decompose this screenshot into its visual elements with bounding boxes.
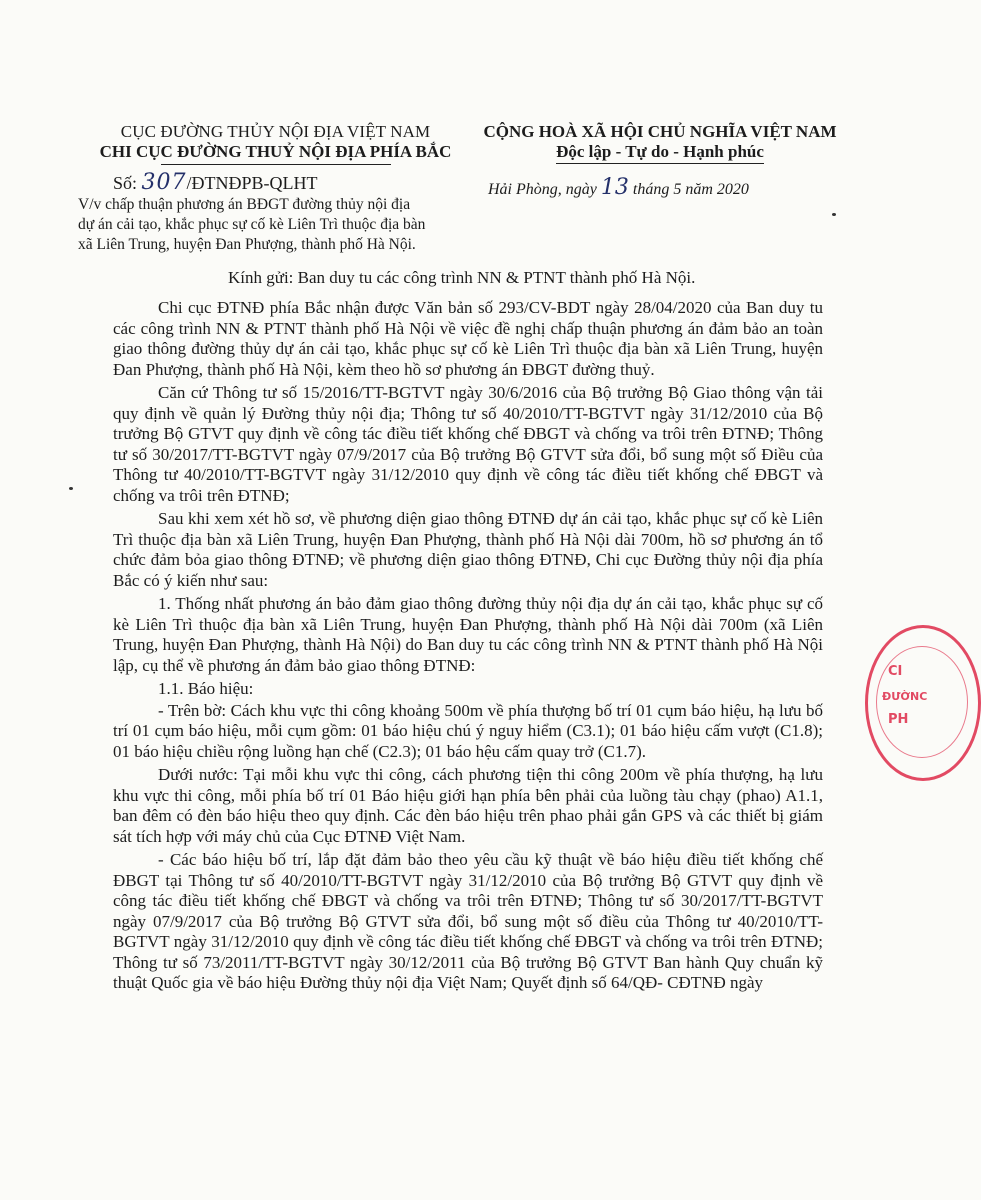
subject-line <box>78 195 498 255</box>
scan-speck <box>69 487 73 490</box>
subject-line-3: xã Liên Trung, huyện Đan Phượng, thành phố Hà Nội. <box>78 236 416 253</box>
date-day-handwritten: 13 <box>600 175 629 200</box>
paragraph-approval: 1. Thống nhất phương án bảo đảm giao thông đường thủy nội địa dự án cải tạo, khắc phục sự cố kè Liên Trì thuộc địa bàn xã Liên Trung, huyện Đan Phượng, thành phố Hà Nội dài 700m (xã Liên Trung, huyện Đan Phượng, thành Hà Nội) do Ban duy tu các công trình NN & PTNT thành phố Hà Nội lập, cụ thể về phương án đảm bảo giao thông ĐTNĐ: <box>113 594 823 675</box>
paragraph-review: Sau khi xem xét hồ sơ, về phương diện giao thông ĐTNĐ dự án cải tạo, khắc phục sự cố kè Liên Trì thuộc địa bàn xã Liên Trung, huyện Đan Phượng, thành phố Hà Nội dài 700m, hồ sơ phương án tổ chức đảm bỏa giao thông ĐTNĐ; về phương diện giao thông ĐTNĐ, Chi cục Đường thủy nội địa phía Bắc có ý kiến như sau: <box>113 509 823 590</box>
issuing-agency-name: CHI CỤC ĐƯỜNG THUỶ NỘI ĐỊA PHÍA BẮC <box>99 142 452 161</box>
issuing-agency-block <box>78 122 473 165</box>
parent-agency-name: CỤC ĐƯỜNG THỦY NỘI ĐỊA VIỆT NAM <box>120 122 431 141</box>
seal-text: CI <box>888 664 903 679</box>
national-motto: Độc lập - Tự do - Hạnh phúc <box>556 142 764 164</box>
place-date-suffix: tháng 5 năm 2020 <box>628 181 749 198</box>
paragraph-onshore-signals: - Trên bờ: Cách khu vực thi công khoảng 500m về phía thượng bố trí 01 cụm báo hiệu, hạ lưu bố trí 01 cụm báo hiệu, mỗi cụm gồm: 01 báo hiệu chú ý nguy hiểm (C3.1); 01 báo hiệu cấm vượt (C1.8); 01 báo hiệu chiều rộng luồng hạn chế (C2.3); 01 báo hệu cấm quay trở (C1.7). <box>113 700 823 761</box>
paragraph-signal-requirements: - Các báo hiệu bố trí, lắp đặt đảm bảo theo yêu cầu kỹ thuật về báo hiệu điều tiết khống chế ĐBGT tại Thông tư số 40/2010/TT-BGTVT ngày 31/12/2010 của Bộ trưởng Bộ GTVT quy định về công tác điều tiết khống chế ĐBGT và chống va trôi trên ĐTNĐ; Thông tư số 30/2017/TT-BGTVT ngày 07/9/2017 của Bộ trưởng Bộ GTVT sửa đổi, bổ sung một số điều của Thông tư 40/2010/TT-BGTVT ngày 31/12/2010 quy định về công tác điều tiết khống chế ĐBGT và chống va trôi trên ĐTNĐ; Thông tư số 73/2011/TT-BGTVT ngày 30/12/2011 của Bộ trưởng Bộ GTVT Ban hành Quy chuẩn kỹ thuật Quốc gia về báo hiệu Đường thủy nội địa Việt Nam; Quyết định số 64/QĐ- CĐTNĐ ngày <box>113 850 823 992</box>
paragraph-underwater-signals: Dưới nước: Tại mỗi khu vực thi công, cách phương tiện thi công 200m về phía thượng, hạ lưu khu vực thi công, mỗi phía bố trí 01 Báo hiệu giới hạn phía bên phải của luồng tàu chạy (phao) A1.1, ban đêm có đèn báo hiệu theo quy định. Các đèn báo hiệu trên phao phải gắn GPS và các thiết bị giám sát tích hợp với máy chủ của Cục ĐTNĐ Việt Nam. <box>113 765 823 846</box>
section-heading-signals: 1.1. Báo hiệu: <box>158 679 254 698</box>
official-seal <box>865 625 981 781</box>
letter-body <box>113 298 823 997</box>
paragraph-receipt: Chi cục ĐTNĐ phía Bắc nhận được Văn bản số 293/CV-BDT ngày 28/04/2020 của Ban duy tu các công trình NN & PTNT thành phố Hà Nội về việc đề nghị chấp thuận phương án đảm bảo an toàn giao thông đường thủy dự án cải tạo, khắc phục sự cố kè Liên Trì thuộc địa bàn xã Liên Trung, huyện Đan Phượng, thành phố Hà Nội, kèm theo hồ sơ phương án ĐBGT đường thuỷ. <box>113 298 823 379</box>
place-and-date <box>488 175 749 200</box>
agency-underline <box>161 164 391 165</box>
nation-name: CỘNG HOÀ XÃ HỘI CHỦ NGHĨA VIỆT NAM <box>483 122 837 141</box>
place-date-prefix: Hải Phòng, ngày <box>488 181 601 198</box>
paragraph-legal-basis: Căn cứ Thông tư số 15/2016/TT-BGTVT ngày 30/6/2016 của Bộ trưởng Bộ Giao thông vận tải quy định về quản lý Đường thủy nội địa; Thông tư số 40/2010/TT-BGTVT ngày 31/12/2010 của Bộ trưởng Bộ GTVT quy định về công tác điều tiết khống chế ĐBGT và chống va trôi trên ĐTNĐ; Thông tư số 30/2017/TT-BGTVT ngày 07/9/2017 của Bộ trưởng Bộ GTVT sửa đổi, bổ sung một số Điều của Thông tư 40/2010/TT-BGTVT ngày 31/12/2010 quy định về công tác điều tiết khống chế ĐBGT và chống va trôi trên ĐTNĐ; <box>113 383 823 505</box>
scan-speck <box>832 213 836 216</box>
subject-line-2: dự án cải tạo, khắc phục sự cố kè Liên Trì thuộc địa bàn <box>78 216 426 233</box>
doc-number-handwritten: 307 <box>141 170 187 195</box>
seal-text: ĐƯỜNC <box>882 690 928 703</box>
national-heading-block <box>470 122 850 164</box>
salutation: Kính gửi: Ban duy tu các công trình NN & PTNT thành phố Hà Nội. <box>228 268 696 287</box>
subject-line-1: V/v chấp thuận phương án BĐGT đường thủy nội địa <box>78 196 411 213</box>
doc-number-prefix: Số: <box>113 173 142 193</box>
document-number <box>113 172 318 194</box>
seal-text: PH <box>888 712 909 727</box>
doc-number-suffix: /ĐTNĐPB-QLHT <box>186 173 318 193</box>
